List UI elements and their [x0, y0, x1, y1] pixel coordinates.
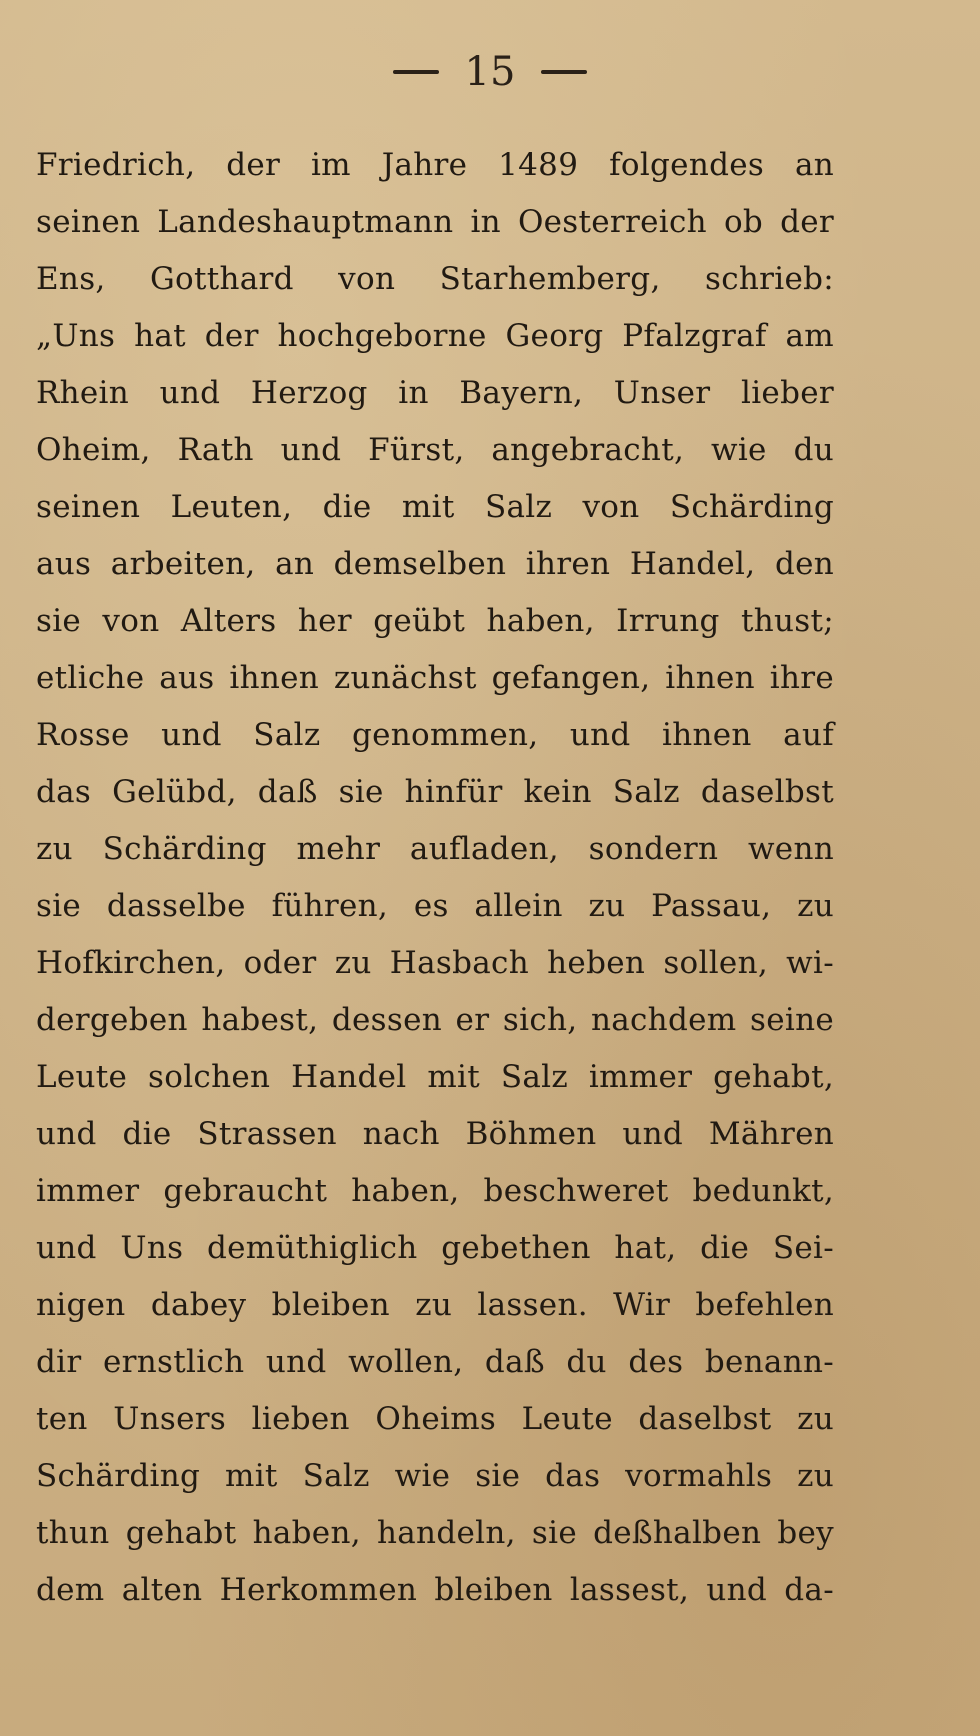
text-line: seinen Leuten, die mit Salz von Schärding: [36, 489, 834, 525]
text-line: Rosse und Salz genommen, und ihnen auf: [36, 717, 834, 753]
page-header: [0, 49, 980, 95]
text-line: und die Strassen nach Böhmen und Mähren: [36, 1116, 834, 1152]
text-line: sie von Alters her geübt haben, Irrung thust;: [36, 603, 834, 639]
page-number: 15: [464, 49, 516, 95]
text-line: Rhein und Herzog in Bayern, Unser lieber: [36, 375, 834, 411]
text-line: und Uns demüthiglich gebethen hat, die Sei-: [36, 1230, 834, 1266]
text-line: ten Unsers lieben Oheims Leute daselbst zu: [36, 1401, 834, 1437]
text-line: sie dasselbe führen, es allein zu Passau, zu: [36, 888, 834, 924]
text-line: thun gehabt haben, handeln, sie deßhalben bey: [36, 1515, 834, 1551]
text-line: nigen dabey bleiben zu lassen. Wir befehlen: [36, 1287, 834, 1323]
text-line: Ens, Gotthard von Starhemberg, schrieb:: [36, 261, 834, 297]
text-line: Oheim, Rath und Fürst, angebracht, wie du: [36, 432, 834, 468]
text-line: etliche aus ihnen zunächst gefangen, ihnen ihre: [36, 660, 834, 696]
text-line: dir ernstlich und wollen, daß du des benann-: [36, 1344, 834, 1380]
header-dash-left: [393, 70, 439, 74]
text-line: aus arbeiten, an demselben ihren Handel, den: [36, 546, 834, 582]
text-line: Hofkirchen, oder zu Hasbach heben sollen, wi-: [36, 945, 834, 981]
text-line: dergeben habest, dessen er sich, nachdem seine: [36, 1002, 834, 1038]
text-line: seinen Landeshauptmann in Oesterreich ob der: [36, 204, 834, 240]
body-text: [36, 137, 834, 1619]
text-line: Schärding mit Salz wie sie das vormahls zu: [36, 1458, 834, 1494]
text-line: dem alten Herkommen bleiben lassest, und da-: [36, 1572, 834, 1608]
header-dash-right: [541, 70, 587, 74]
text-line: „Uns hat der hochgeborne Georg Pfalzgraf am: [36, 318, 834, 354]
text-line: immer gebraucht haben, beschweret bedunkt,: [36, 1173, 834, 1209]
text-line: zu Schärding mehr aufladen, sondern wenn: [36, 831, 834, 867]
text-line: das Gelübd, daß sie hinfür kein Salz daselbst: [36, 774, 834, 810]
text-line: Leute solchen Handel mit Salz immer gehabt,: [36, 1059, 834, 1095]
text-line: Friedrich, der im Jahre 1489 folgendes an: [36, 147, 834, 183]
